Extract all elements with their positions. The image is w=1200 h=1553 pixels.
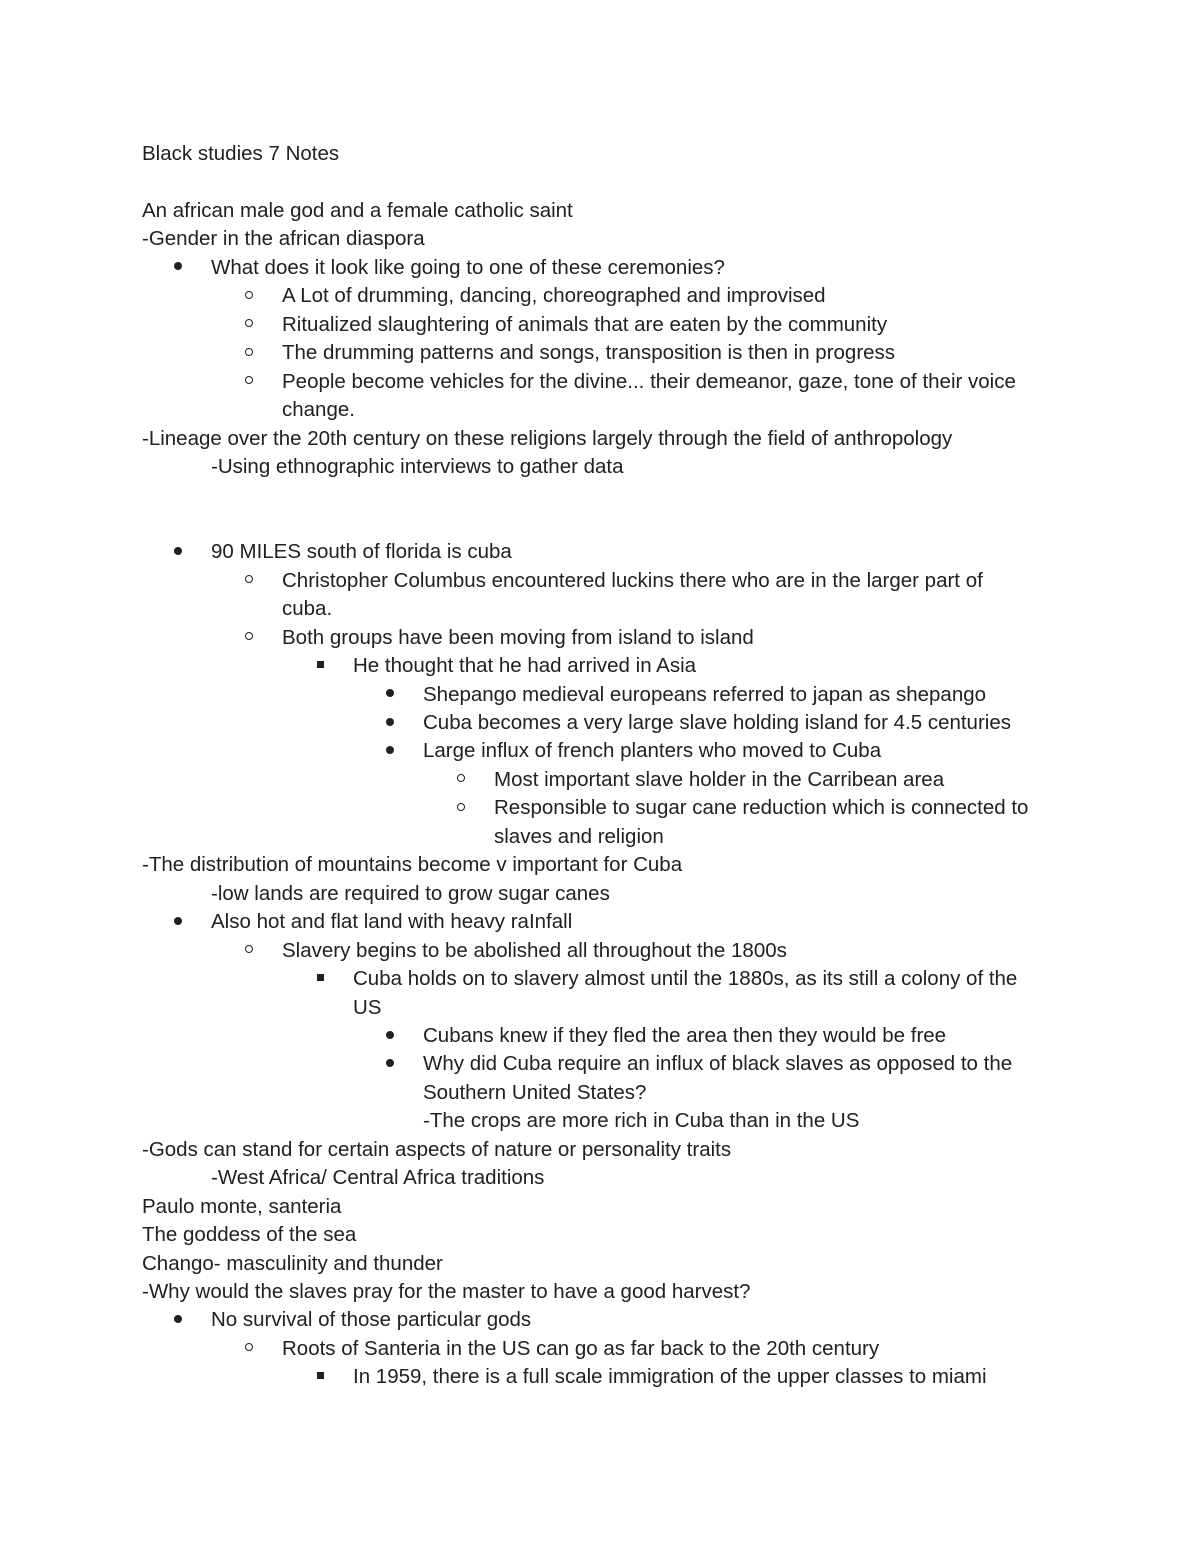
note-line: slaves and religion: [494, 824, 664, 848]
disc-bullet-icon: [383, 709, 397, 737]
circle-bullet-icon: [454, 794, 468, 822]
circle-bullet-icon: [242, 282, 256, 310]
note-line: People become vehicles for the divine... their demeanor, gaze, tone of their voice: [282, 369, 1016, 393]
note-line: -low lands are required to grow sugar canes: [211, 881, 610, 905]
note-line: cuba.: [282, 597, 333, 621]
disc-bullet-icon: [171, 254, 185, 282]
note-line: A Lot of drumming, dancing, choreographed and improvised: [282, 284, 826, 308]
note-line: Chango- masculinity and thunder: [142, 1251, 443, 1275]
note-line: -Gods can stand for certain aspects of nature or personality traits: [142, 1137, 732, 1161]
disc-bullet-icon: [171, 1306, 185, 1334]
disc-bullet-icon: [383, 1022, 397, 1050]
square-bullet-icon: [313, 965, 327, 993]
note-line: Responsible to sugar cane reduction which is connected to: [494, 796, 1029, 820]
note-line: Why did Cuba require an influx of black slaves as opposed to the: [423, 1052, 1013, 1076]
note-line: Shepango medieval europeans referred to japan as shepango: [423, 682, 987, 706]
circle-bullet-icon: [242, 624, 256, 652]
note-line: -Lineage over the 20th century on these religions largely through the field of anthropology: [142, 426, 953, 450]
note-line: Cubans knew if they fled the area then they would be free: [423, 1023, 947, 1047]
note-line: -The distribution of mountains become v important for Cuba: [142, 853, 683, 877]
note-line: Cuba holds on to slavery almost until the 1880s, as its still a colony of the: [353, 967, 1018, 991]
note-line: US: [353, 995, 382, 1019]
note-line: Cuba becomes a very large slave holding island for 4.5 centuries: [423, 711, 1011, 734]
square-bullet-icon: [313, 652, 327, 680]
circle-bullet-icon: [242, 1335, 256, 1363]
note-line: The goddess of the sea: [142, 1223, 357, 1247]
disc-bullet-icon: [383, 681, 397, 709]
circle-bullet-icon: [242, 937, 256, 965]
note-line: 90 MILES south of florida is cuba: [211, 540, 512, 564]
note-line: change.: [282, 398, 355, 422]
circle-bullet-icon: [242, 567, 256, 595]
note-line: No survival of those particular gods: [211, 1308, 532, 1332]
document-title: Black studies 7 Notes: [142, 142, 340, 165]
disc-bullet-icon: [383, 737, 397, 765]
note-line: -The crops are more rich in Cuba than in the US: [423, 1109, 860, 1133]
square-bullet-icon: [313, 1363, 327, 1391]
note-line: What does it look like going to one of these ceremonies?: [211, 255, 725, 279]
circle-bullet-icon: [242, 311, 256, 339]
note-line: Christopher Columbus encountered luckins there who are in the larger part of: [282, 568, 983, 592]
note-line: Large influx of french planters who moved to Cuba: [423, 739, 882, 763]
note-line: He thought that he had arrived in Asia: [353, 654, 697, 678]
note-line: In 1959, there is a full scale immigration of the upper classes to miami: [353, 1365, 987, 1389]
note-line: -Using ethnographic interviews to gather data: [211, 454, 624, 478]
note-line: -Gender in the african diaspora: [142, 227, 425, 251]
note-line: Both groups have been moving from island to island: [282, 625, 754, 649]
disc-bullet-icon: [171, 538, 185, 566]
note-line: Paulo monte, santeria: [142, 1194, 342, 1218]
note-line: Roots of Santeria in the US can go as far back to the 20th century: [282, 1336, 880, 1360]
note-line: Also hot and flat land with heavy raInfall: [211, 910, 573, 934]
note-line: -Why would the slaves pray for the master to have a good harvest?: [142, 1280, 751, 1303]
disc-bullet-icon: [383, 1050, 397, 1078]
note-line: -West Africa/ Central Africa traditions: [211, 1166, 545, 1190]
note-line: Most important slave holder in the Carribean area: [494, 767, 945, 791]
note-line: The drumming patterns and songs, transposition is then in progress: [282, 341, 896, 365]
note-line: Ritualized slaughtering of animals that are eaten by the community: [282, 312, 888, 336]
circle-bullet-icon: [454, 766, 468, 794]
circle-bullet-icon: [242, 368, 256, 396]
disc-bullet-icon: [171, 908, 185, 936]
note-line: Southern United States?: [423, 1080, 647, 1104]
note-line: An african male god and a female catholic saint: [142, 198, 573, 222]
circle-bullet-icon: [242, 339, 256, 367]
note-line: Slavery begins to be abolished all throughout the 1800s: [282, 938, 787, 962]
